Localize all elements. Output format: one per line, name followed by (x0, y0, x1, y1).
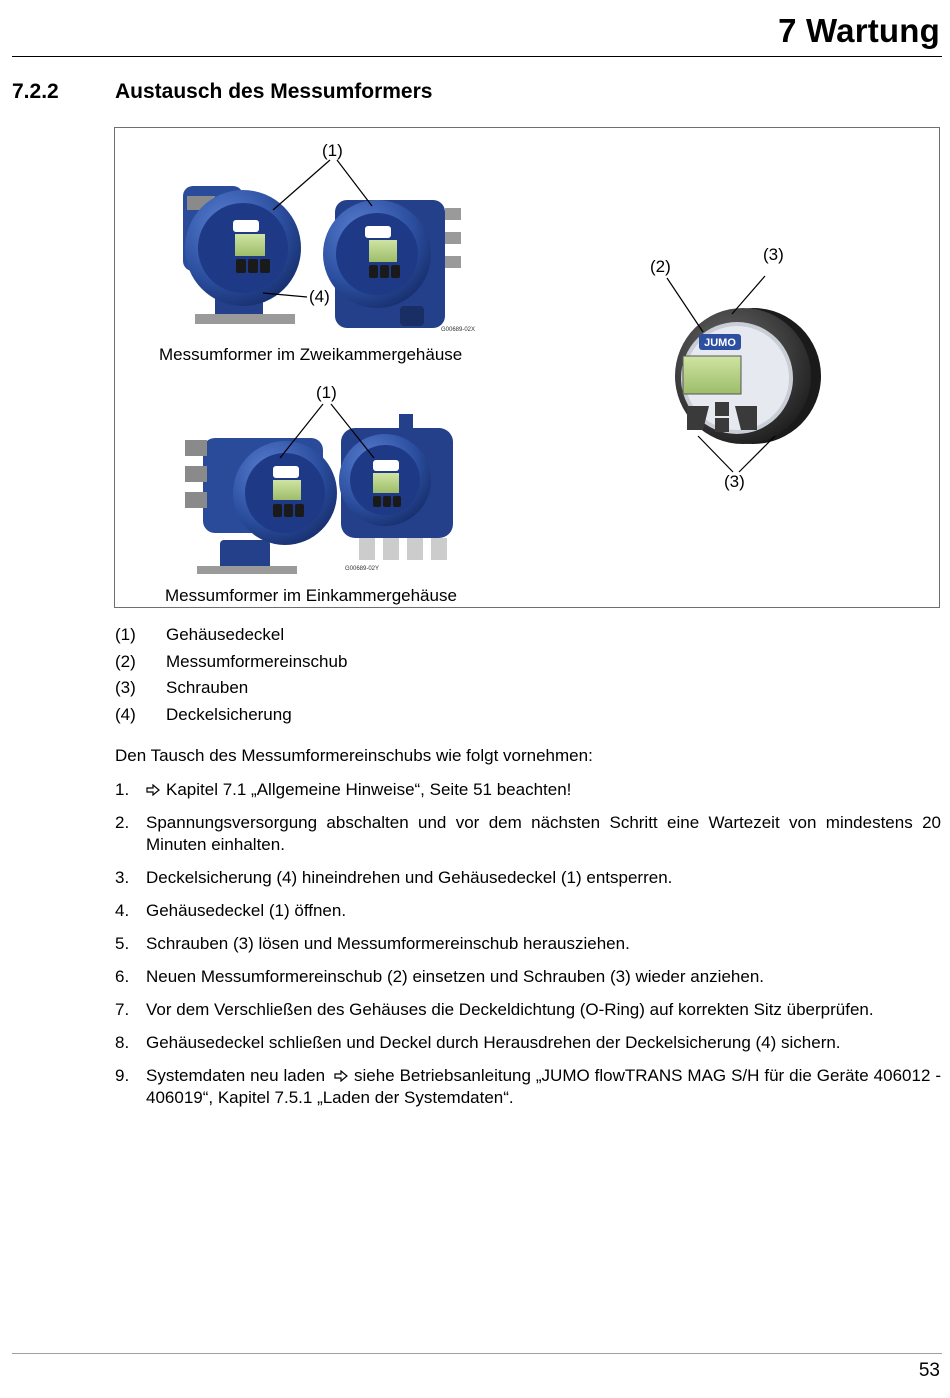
figure-code-two-chamber: G00689-02X (441, 327, 476, 333)
one-chamber-device-left (185, 438, 337, 574)
legend-item: (3) Schrauben (115, 678, 249, 697)
figure-code-one-chamber: G00689-02Y (345, 566, 380, 572)
callout-3-bottom: (3) (724, 472, 745, 491)
callout-1-top: (1) (322, 141, 343, 160)
step-item: 2. Spannungsversorgung abschalten und vor dem nächsten Schritt eine Wartezeit von mindestens 20 Minuten einhalten. (115, 813, 941, 854)
arrow-right-icon (146, 784, 160, 796)
section-number: 7.2.2 (12, 80, 59, 103)
callout-3-top: (3) (763, 245, 784, 264)
two-chamber-device-left (183, 186, 301, 324)
callout-2: (2) (650, 257, 671, 276)
transmitter-insert (675, 308, 821, 444)
legend-item: (1) Gehäusedeckel (115, 625, 285, 644)
callout-1-bottom: (1) (316, 383, 337, 402)
cross-reference-link: Kapitel 7.1 „Allgemeine Hinweise“, Seite 51 beachten! (166, 780, 572, 799)
procedure-steps (115, 779, 941, 1120)
step-item: 7. Vor dem Verschließen des Gehäuses die Deckeldichtung (O-Ring) auf korrekten Sitz überprüfen. (115, 1000, 874, 1019)
caption-one-chamber: Messumformer im Einkammergehäuse (165, 586, 457, 605)
figure-legend (115, 625, 347, 731)
device-illustration (115, 128, 941, 609)
page-number: 53 (918, 1360, 940, 1381)
step-item: 4. Gehäusedeckel (1) öffnen. (115, 901, 347, 920)
chapter-title: 7 Wartung (778, 12, 940, 49)
step-item: 8. Gehäusedeckel schließen und Deckel durch Herausdrehen der Deckelsicherung (4) sichern. (115, 1033, 841, 1052)
intro-text: Den Tausch des Messumformereinschubs wie folgt vornehmen: (115, 746, 593, 765)
step-item: 6. Neuen Messumformereinschub (2) einsetzen und Schrauben (3) wieder anziehen. (115, 967, 765, 986)
step-item: 5. Schrauben (3) lösen und Messumformereinschub herausziehen. (115, 934, 630, 953)
caption-two-chamber: Messumformer im Zweikammergehäuse (159, 345, 463, 364)
header-rule (12, 56, 942, 57)
cross-reference-link: siehe Betriebsanleitung „JUMO flowTRANS MAG S/H für die Geräte 406012 - 406019“, Kapitel 7.5.1 „Laden der Systemdaten“. (146, 1066, 941, 1107)
jumo-logo: JUMO (704, 337, 736, 349)
figure-box (114, 127, 940, 608)
section-title: Austausch des Messumformers (115, 80, 433, 103)
legend-item: (4) Deckelsicherung (115, 704, 292, 724)
step-item: 1. Kapitel 7.1 „Allgemeine Hinweise“, Seite 51 beachten! (115, 780, 572, 799)
step-item: 3. Deckelsicherung (4) hineindrehen und Gehäusedeckel (1) entsperren. (115, 868, 673, 887)
footer-rule (12, 1353, 942, 1354)
step-item: 9. Systemdaten neu laden siehe Betriebsanleitung „JUMO flowTRANS MAG S/H für die Geräte 406012 - 406019“, Kapitel 7.5.1 „Laden der Systemdaten“. (115, 1066, 941, 1107)
legend-item: (2) Messumformereinschub (115, 651, 348, 671)
callout-4: (4) (309, 287, 330, 306)
two-chamber-device-right (323, 200, 461, 328)
arrow-right-icon (334, 1070, 348, 1082)
